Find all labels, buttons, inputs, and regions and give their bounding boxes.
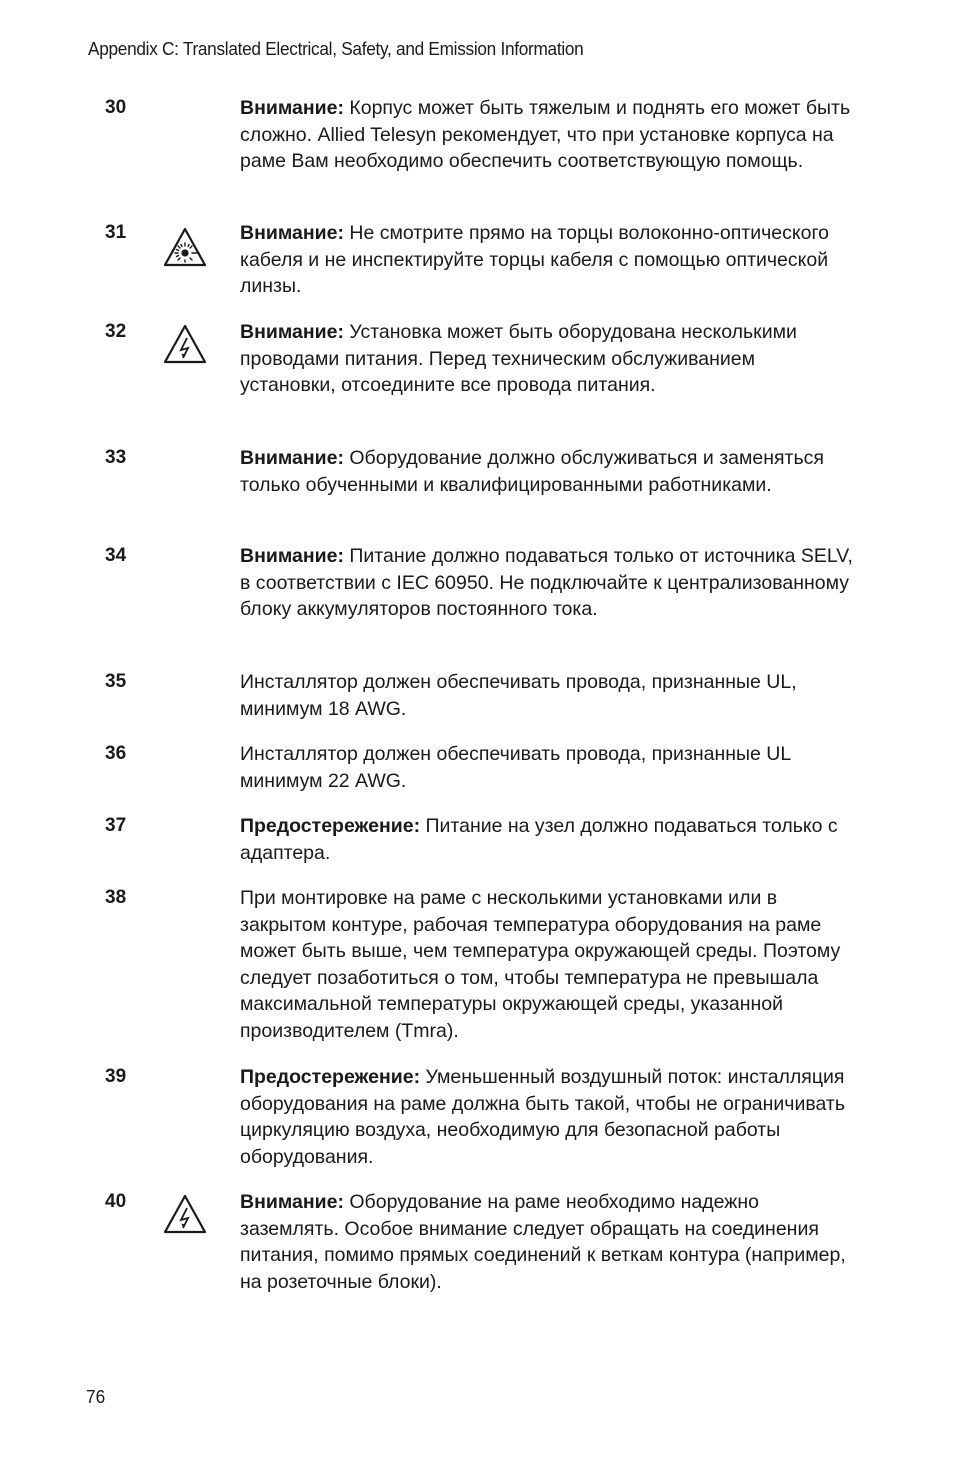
statement-body: Инсталлятор должен обеспечивать провода, признанные UL, минимум 18 AWG. [240, 671, 797, 720]
statement-text [240, 813, 854, 866]
statement-text [240, 445, 854, 498]
statement-text [240, 669, 854, 722]
statement-body: Установка может быть оборудована несколькими проводами питания. Перед техническим обслуживанием установки, отсоедините все провода питания. [240, 321, 797, 396]
statement-body: При монтировке на раме с несколькими установками или в закрытом контуре, рабочая температура оборудования на раме может быть выше, чем температура окружающей среды. Поэтому следует позаботиться о том, чтобы температура не превышала максимальной температуры окружающей среды, указанной производителем (Tmra). [240, 887, 841, 1042]
statement-number: 36 [105, 743, 127, 764]
statement-text [240, 1189, 854, 1295]
statement-label: Предостережение: [240, 815, 421, 837]
statement-text [240, 885, 854, 1044]
statement-number: 34 [105, 545, 127, 566]
statement-text [240, 1064, 854, 1170]
laser-warning-icon [162, 226, 208, 268]
statement-label: Внимание: [240, 1191, 344, 1213]
statement-text [240, 741, 854, 794]
statement-body: Питание должно подаваться только от источника SELV, в соответствии с IEC 60950. Не подключайте к централизованному блоку аккумуляторов постоянного тока. [240, 545, 853, 620]
electrical-hazard-icon [162, 1193, 208, 1235]
statement-label: Внимание: [240, 222, 344, 244]
statement-number: 32 [105, 321, 127, 342]
statement-number: 35 [105, 671, 127, 692]
statement-number: 33 [105, 447, 127, 468]
statement-text [240, 95, 854, 175]
statement-text [240, 319, 854, 399]
statement-body: Питание на узел должно подаваться только с адаптера. [240, 815, 838, 864]
statement-body: Корпус может быть тяжелым и поднять его может быть сложно. Allied Telesyn рекомендует, что при установке корпуса на раме Вам необходимо обеспечить соответствующую помощь. [240, 97, 851, 172]
statement-label: Внимание: [240, 97, 344, 119]
statement-number: 39 [105, 1066, 127, 1087]
statement-label: Предостережение: [240, 1066, 421, 1088]
statement-number: 38 [105, 887, 127, 908]
statement-number: 30 [105, 97, 127, 118]
statement-label: Внимание: [240, 545, 344, 567]
statement-body: Оборудование на раме необходимо надежно заземлять. Особое внимание следует обращать на соединения питания, помимо прямых соединений к веткам контура (например, на розеточные блоки). [240, 1191, 846, 1293]
statement-body: Оборудование должно обслуживаться и заменяться только обученными и квалифицированными работниками. [240, 447, 824, 496]
page-number: 76 [86, 1386, 106, 1407]
statement-number: 37 [105, 815, 127, 836]
statement-label: Внимание: [240, 321, 344, 343]
statement-number: 31 [105, 222, 127, 243]
statement-body: Уменьшенный воздушный поток: инсталляция оборудования на раме должна быть такой, чтобы не ограничивать циркуляцию воздуха, необходимую для безопасной работы оборудования. [240, 1066, 846, 1168]
statement-label: Внимание: [240, 447, 344, 469]
statement-text [240, 543, 854, 623]
running-header: Appendix C: Translated Electrical, Safety, and Emission Information [88, 38, 584, 59]
statement-body: Не смотрите прямо на торцы волоконно-оптического кабеля и не инспектируйте торцы кабеля с помощью оптической линзы. [240, 222, 829, 297]
statement-body: Инсталлятор должен обеспечивать провода, признанные UL минимум 22 AWG. [240, 743, 791, 792]
statement-number: 40 [105, 1191, 127, 1212]
statement-text [240, 220, 854, 300]
electrical-hazard-icon [162, 323, 208, 365]
